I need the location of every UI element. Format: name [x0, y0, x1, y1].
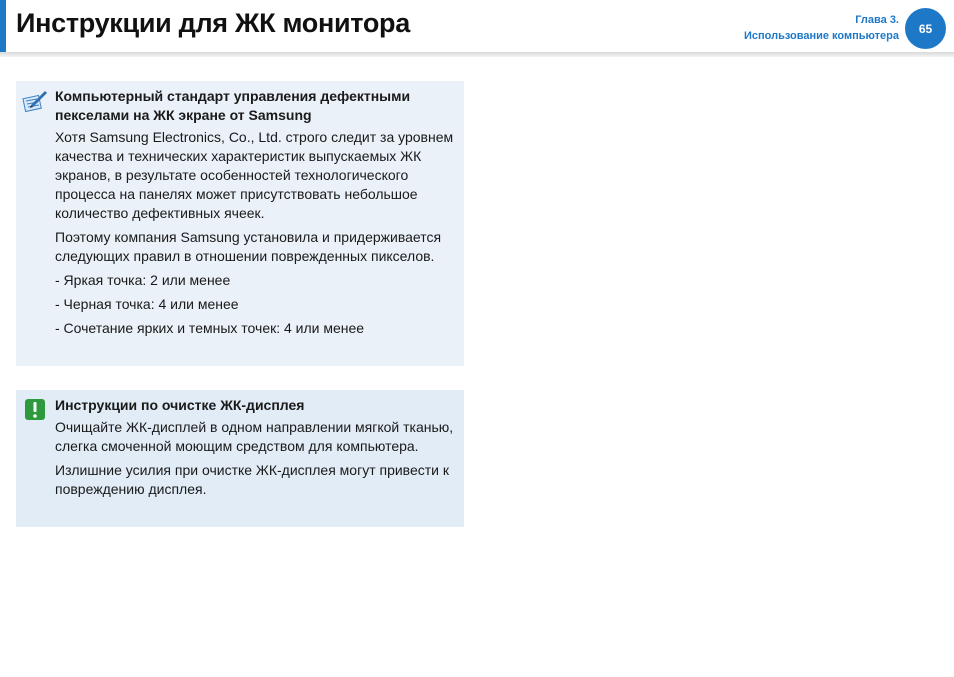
page-title: Инструкции для ЖК монитора	[16, 8, 410, 38]
note-heading: Инструкции по очистке ЖК-дисплея	[55, 397, 305, 413]
header-divider	[0, 52, 954, 57]
list-item: - Яркая точка: 2 или менее	[55, 272, 231, 288]
note-box-dead-pixel-standard	[16, 81, 464, 366]
title-accent-bar	[0, 0, 6, 52]
note-paragraph: Излишние усилия при очистке ЖК-дисплея могут привести к повреждению дисплея.	[55, 462, 449, 497]
page-number-badge: 65	[905, 8, 946, 49]
chapter-name: Использование компьютера	[743, 30, 899, 42]
list-item: - Сочетание ярких и темных точек: 4 или менее	[55, 320, 365, 336]
note-box-lcd-cleaning	[16, 390, 464, 527]
note-heading: Компьютерный стандарт управления дефектными пекселами на ЖК экране от Samsung	[55, 88, 411, 123]
note-paragraph: Очищайте ЖК-дисплей в одном направлении мягкой тканью, слегка смоченной моющим средством для компьютера.	[55, 419, 454, 454]
warning-exclamation-icon	[22, 398, 48, 422]
note-paragraph: Хотя Samsung Electronics, Co., Ltd. строго следит за уровнем качества и технических характеристик выпускаемых ЖК экранов, в результате особенностей технологического процесса на панелях может присутствовать небольшое количество дефективных ячеек.	[55, 129, 454, 221]
list-item: - Черная точка: 4 или менее	[55, 296, 239, 312]
chapter-number: Глава 3.	[855, 14, 899, 26]
chapter-info	[744, 12, 899, 44]
note-pencil-icon	[22, 89, 48, 113]
note-paragraph: Поэтому компания Samsung установила и придерживается следующих правил в отношении поврежденных пикселов.	[55, 229, 442, 264]
